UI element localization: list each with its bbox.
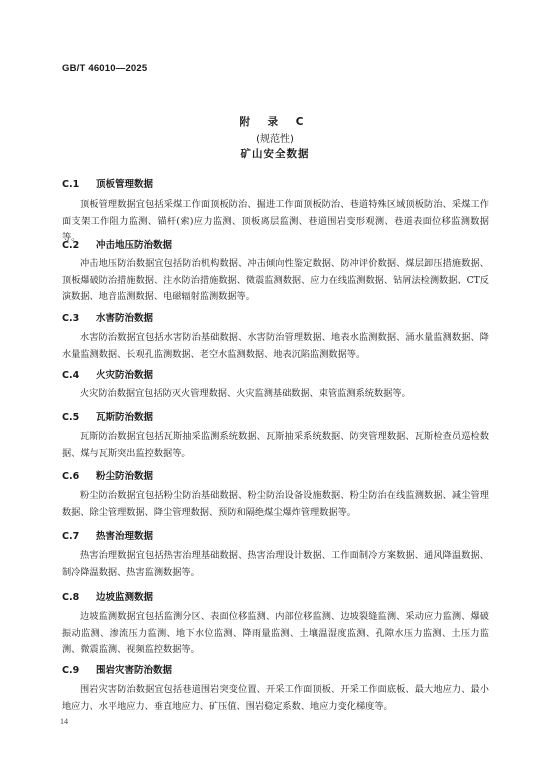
section-number: C.9 [62,665,80,676]
section-title: 水害防治数据 [96,313,154,324]
section-body-c3: 水害防治数据宜包括水害防治基础数据、水害防治管理数据、地表水监测数据、涌水量监测数据、降水量监测数据、长观孔监测数据、老空水监测数据、地表沉陷监测数据等。 [62,332,489,360]
section-body-c6: 粉尘防治数据宜包括粉尘防治基础数据、粉尘防治设备设施数据、粉尘防治在线监测数据、减尘管理数据、除尘管理数据、降尘管理数据、预防和隔绝煤尘爆炸管理数据等。 [62,490,489,518]
section-title: 粉尘防治数据 [96,471,154,482]
section-heading-c2 [62,237,172,251]
section-body-c1: 顶板管理数据宜包括采煤工作面顶板防治、掘进工作面顶板防治、巷道特殊区域顶板防治、采煤工作面支架工作阻力监测、锚杆(索)应力监测、顶板离层监测、巷道围岩变形观测、巷道表面位移监测数据等。 [62,199,489,243]
section-heading-c5 [62,409,153,423]
section-heading-c3 [62,310,153,324]
section-heading-c7 [62,528,153,542]
section-number: C.6 [62,471,80,482]
section-heading-c9 [62,662,172,676]
section-body-c8: 边坡监测数据宜包括监测分区、表面位移监测、内部位移监测、边坡裂缝监测、采动应力监测、爆破振动监测、渗流压力监测、地下水位监测、降雨量监测、土壤温湿度监测、孔隙水压力监测、土压力监测、微震监测、视频监控数据等。 [62,611,489,655]
section-title: 围岩灾害防治数据 [96,665,173,676]
section-body-c9: 围岩灾害防治数据宜包括巷道围岩突变位置、开采工作面顶板、开采工作面底板、最大地应力、最小地应力、水平地应力、垂直地应力、矿压值、围岩稳定系数、地应力变化梯度等。 [62,684,489,712]
section-heading-c8 [62,589,153,603]
standard-code: GB/T 46010—2025 [62,63,148,74]
section-number: C.3 [62,313,80,324]
section-number: C.1 [62,179,80,190]
section-number: C.5 [62,412,80,423]
section-title: 火灾防治数据 [96,370,154,381]
section-body-c2: 冲击地压防治数据宜包括防治机构数据、冲击倾向性鉴定数据、防冲评价数据、煤层卸压措施数据、顶板爆破防治措施数据、注水防治措施数据、微震监测数据、应力在线监测数据、钻屑法检测数据、CT反演数据、地音监测数据、电磁辐射监测数据等。 [62,258,489,302]
section-body-c7: 热害治理数据宜包括热害治理基础数据、热害治理设计数据、工作面制冷方案数据、通风降温数据、制冷降温数据、热害监测数据等。 [62,550,489,578]
section-number: C.4 [62,370,80,381]
section-title: 冲击地压防治数据 [96,240,173,251]
page-number: 14 [60,717,68,726]
section-number: C.2 [62,240,80,251]
section-title: 瓦斯防治数据 [96,412,154,423]
section-heading-c4 [62,367,153,381]
annex-type: (规范性) [256,134,294,145]
section-number: C.8 [62,592,80,603]
section-body-c4: 火灾防治数据宜包括防灭火管理数据、火灾监测基础数据、束管监测系统数据等。 [80,388,411,399]
annex-name: 矿山安全数据 [240,148,310,160]
section-body-c5: 瓦斯防治数据宜包括瓦斯抽采监测系统数据、瓦斯抽采系统数据、防突管理数据、瓦斯检查员巡检数据、煤与瓦斯突出监控数据等。 [62,431,489,459]
section-heading-c1 [62,176,153,190]
section-title: 热害治理数据 [96,531,154,542]
section-title: 边坡监测数据 [96,592,154,603]
section-heading-c6 [62,468,153,482]
section-title: 顶板管理数据 [96,179,154,190]
annex-title: 附 录 C [239,116,311,128]
section-number: C.7 [62,531,80,542]
